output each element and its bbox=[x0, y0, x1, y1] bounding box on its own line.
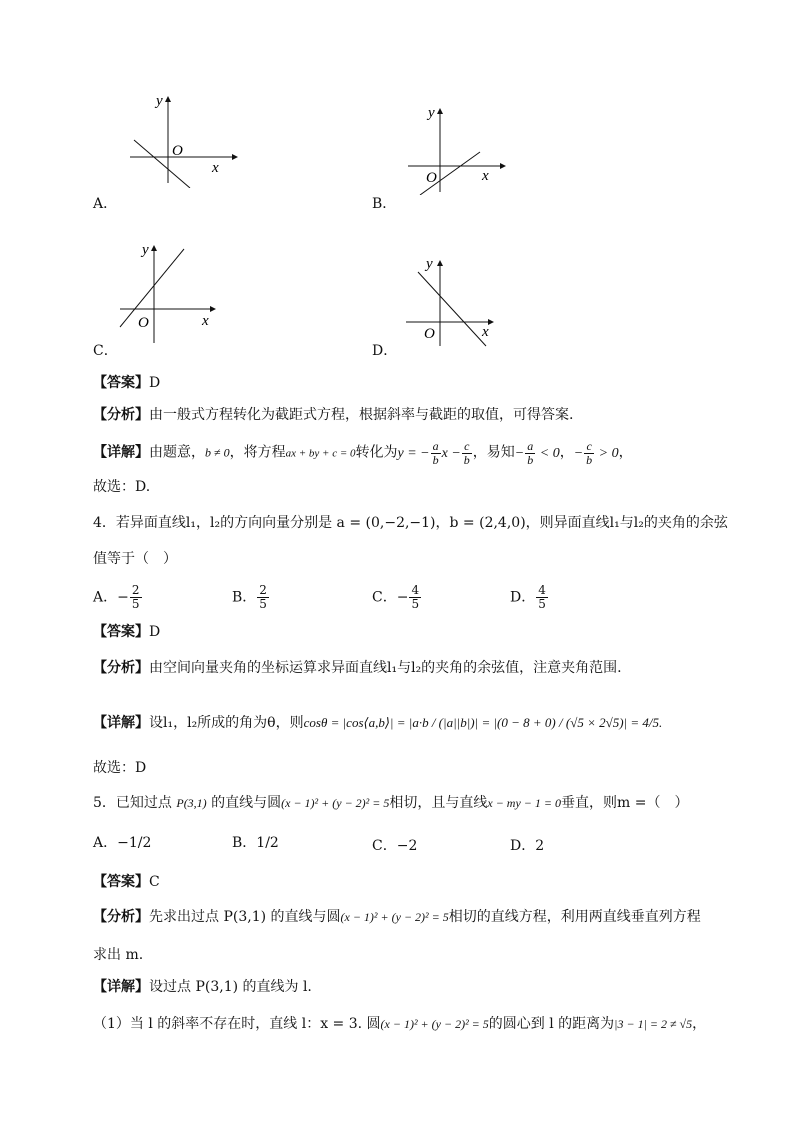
q5-detail bbox=[93, 978, 312, 996]
q5-option-c-label: C． bbox=[372, 838, 397, 854]
q4-answer-value: D bbox=[149, 624, 161, 640]
q3-intercept-form: y = − $\frac{a}{b}$ x − $\frac{c}{b}$ bbox=[397, 439, 470, 467]
graph-d-x: x bbox=[482, 324, 489, 340]
q5-circle: (x − 1)² + (y − 2)² = 5 bbox=[281, 796, 390, 810]
graph-d-label: D． bbox=[372, 343, 398, 359]
q5-case1-d: ， bbox=[692, 1016, 707, 1032]
q5-case1-circle: (x − 1)² + (y − 2)² = 5 bbox=[380, 1017, 489, 1031]
q3-detail bbox=[93, 440, 633, 467]
q5-detail-a: 设过点 P(3,1) 的直线为 l. bbox=[149, 979, 312, 995]
q3-detail-tag: 【详解】 bbox=[93, 444, 149, 461]
graph-a-plot bbox=[120, 88, 240, 188]
q5-answer-value: C bbox=[149, 874, 160, 890]
q5-stem-c: 相切，且与直线 bbox=[389, 795, 488, 811]
q4-conclusion: 故选：D bbox=[93, 760, 147, 776]
q5-case1 bbox=[93, 1015, 706, 1033]
q4-option-c-den: 5 bbox=[411, 597, 420, 611]
q5-line: x − my − 1 = 0 bbox=[487, 796, 561, 810]
q5-stem-a: 5．已知过点 bbox=[93, 795, 177, 811]
q4-stem-line2: 值等于（ ） bbox=[93, 551, 177, 567]
q4-option-d-den: 5 bbox=[538, 597, 546, 611]
q4-option-c-num: 4 bbox=[411, 583, 420, 597]
q4-option-b bbox=[232, 584, 270, 611]
q4-option-a-num: 2 bbox=[131, 583, 140, 597]
q5-answer bbox=[93, 873, 160, 891]
q3-slope-cond: − $\frac{a}{b}$ < 0 bbox=[514, 439, 560, 467]
graph-b-y: y bbox=[428, 105, 435, 121]
q5-option-d-value: 2 bbox=[535, 838, 545, 854]
q3-detail-p1: 由题意， bbox=[149, 444, 205, 461]
q3-intercept-cond: − $\frac{c}{b}$ > 0 bbox=[573, 439, 619, 467]
q5-analysis-b: 相切的直线方程，利用两直线垂直列方程 bbox=[448, 909, 701, 925]
q4-answer bbox=[93, 623, 160, 641]
q4-analysis-text: 由空间向量夹角的坐标运算求异面直线l₁与l₂的夹角的余弦值，注意夹角范围. bbox=[149, 660, 622, 676]
q5-analysis-a: 先求出过点 P(3,1) 的直线与圆 bbox=[149, 909, 341, 925]
q5-case1-a: （1）当 l 的斜率不存在时，直线 l：x = 3. 圆 bbox=[93, 1016, 381, 1032]
q3-analysis-text: 由一般式方程转化为截距式方程，根据斜率与截距的取值，可得答案. bbox=[149, 407, 574, 423]
q4-option-c-sign: − bbox=[396, 589, 409, 606]
q3-answer-value: D bbox=[149, 375, 161, 391]
q4-detail-tag: 【详解】 bbox=[93, 715, 149, 731]
q4-option-b-label: B． bbox=[232, 589, 257, 606]
q4-stem-line1: 4．若异面直线l₁，l₂的方向向量分别是 a = (0,−2,−1)，b = (2,4,0)，则异面直线l₁与l₂的夹角的余弦 bbox=[93, 515, 728, 531]
q5-option-d bbox=[510, 837, 544, 855]
q3-detail-eq: ax + by + c = 0 bbox=[285, 447, 356, 460]
q4-option-b-num: 2 bbox=[259, 583, 267, 597]
q3-detail-p5: ， bbox=[559, 444, 574, 461]
q5-analysis-tag: 【分析】 bbox=[93, 909, 149, 925]
graph-a-label: A． bbox=[93, 196, 118, 212]
q3-detail-p4: ，易知 bbox=[472, 444, 515, 461]
q4-detail bbox=[93, 714, 662, 732]
q5-case1-b: 的圆心到 l 的距离为 bbox=[488, 1016, 615, 1032]
graph-d-origin: O bbox=[424, 326, 435, 342]
q5-point: P(3,1) bbox=[176, 796, 207, 810]
q5-analysis bbox=[93, 908, 701, 926]
q3-detail-p2: ，将方程 bbox=[229, 444, 286, 461]
graph-c-label: C． bbox=[93, 343, 118, 359]
q4-option-a bbox=[93, 584, 143, 611]
graph-a-origin: O bbox=[172, 143, 183, 159]
graph-a-y: y bbox=[156, 93, 163, 109]
q4-analysis bbox=[93, 659, 622, 677]
graph-c-origin: O bbox=[138, 315, 149, 331]
q5-answer-tag: 【答案】 bbox=[93, 874, 149, 890]
graph-c-x: x bbox=[202, 313, 209, 329]
q4-option-c-label: C． bbox=[372, 589, 397, 606]
q5-case1-c: |3 − 1| = 2 ≠ √5 bbox=[614, 1017, 693, 1031]
q5-option-c-value: −2 bbox=[396, 838, 418, 854]
q4-answer-tag: 【答案】 bbox=[93, 624, 149, 640]
q5-detail-tag: 【详解】 bbox=[93, 979, 149, 995]
graph-b-origin: O bbox=[426, 170, 437, 186]
graph-b-plot bbox=[400, 100, 510, 195]
q3-detail-cond: b ≠ 0 bbox=[205, 445, 230, 460]
q4-option-a-label: A． bbox=[93, 589, 118, 606]
graph-d-plot bbox=[398, 250, 508, 350]
graph-a-x: x bbox=[212, 160, 219, 176]
q4-detail-text: 设l₁，l₂所成的角为θ，则 bbox=[149, 715, 304, 731]
q4-option-d-num: 4 bbox=[538, 583, 546, 597]
q5-option-a bbox=[93, 834, 151, 852]
q4-option-a-den: 5 bbox=[131, 597, 140, 611]
q5-stem-b: 的直线与圆 bbox=[206, 795, 282, 811]
q4-option-a-sign: − bbox=[117, 589, 129, 606]
q3-answer-tag: 【答案】 bbox=[93, 375, 149, 391]
q4-option-b-den: 5 bbox=[259, 597, 267, 611]
graph-d-y: y bbox=[426, 256, 433, 272]
q4-analysis-tag: 【分析】 bbox=[93, 660, 149, 676]
q5-option-b-label: B． bbox=[232, 835, 257, 851]
graph-c-plot bbox=[110, 237, 230, 347]
q4-detail-math: cosθ = |cos⟨a,b⟩| = |a·b / (|a||b|)| = |(0 − 8 + 0) / (√5 × 2√5)| = 4/5. bbox=[303, 715, 663, 730]
q5-stem-d: 垂直，则 bbox=[561, 795, 617, 811]
q5-analysis-line2: 求出 m. bbox=[93, 947, 144, 963]
q3-detail-p3: 转化为 bbox=[355, 444, 398, 461]
q5-analysis-circle: (x − 1)² + (y − 2)² = 5 bbox=[340, 910, 449, 924]
q5-option-a-label: A． bbox=[93, 835, 118, 851]
graph-b-x: x bbox=[482, 168, 489, 184]
q5-option-b bbox=[232, 834, 279, 852]
q5-option-a-value: −1/2 bbox=[117, 835, 152, 851]
graph-b-label: B． bbox=[372, 196, 397, 212]
q3-analysis-tag: 【分析】 bbox=[93, 407, 149, 423]
q5-option-c bbox=[372, 837, 417, 855]
q5-stem bbox=[93, 794, 688, 812]
q5-option-d-label: D． bbox=[510, 838, 536, 854]
q5-stem-e: m =（ ） bbox=[617, 795, 689, 811]
q3-detail-p6: ， bbox=[618, 444, 633, 461]
q3-conclusion: 故选：D. bbox=[93, 479, 151, 495]
q4-option-d-label: D． bbox=[510, 589, 536, 606]
q4-option-d bbox=[510, 584, 549, 611]
q4-option-c bbox=[372, 584, 422, 611]
q3-answer bbox=[93, 374, 160, 392]
graph-c-y: y bbox=[142, 242, 149, 258]
q5-option-b-value: 1/2 bbox=[256, 835, 279, 851]
q3-analysis bbox=[93, 406, 573, 424]
